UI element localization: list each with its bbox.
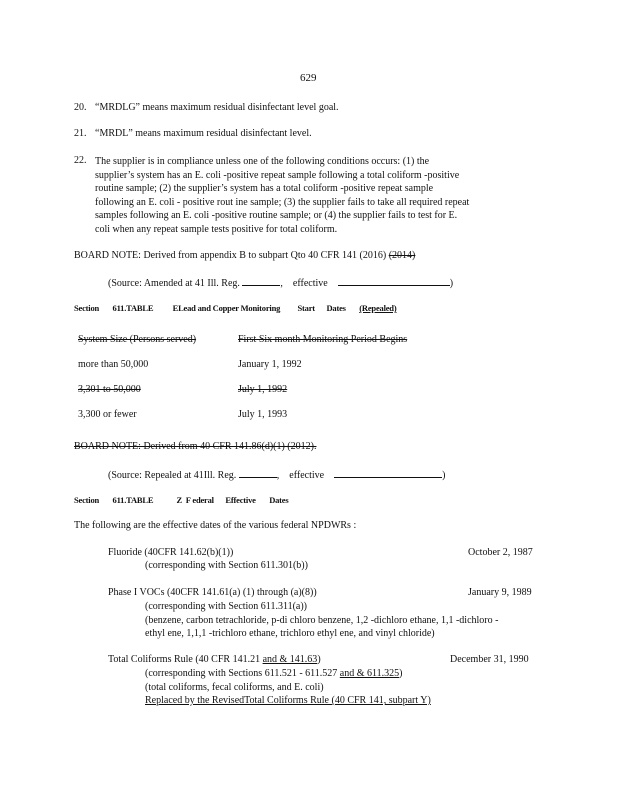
entry-voc-date: January 9, 1989 [468,587,532,598]
entry-fluoride-date: October 2, 1987 [468,547,533,558]
entry-note-line: ethyl ene, 1,1,1 -trichloro ethane, trichloro ethyl ene, and vinyl chloride) [145,628,435,639]
item-number: 21. [74,128,87,139]
entry-fluoride-note: (corresponding with Section 611.301(b)) [145,560,308,571]
entry-note-text: ) [399,668,403,679]
entry-voc-title: Phase I VOCs (40CFR 141.61(a) (1) through (a)(8)) [108,587,317,598]
paragraph-line: supplier’s system has an E. coli -positive repeat sample following a total coliform -positive [95,169,460,181]
table-letter: E [172,303,179,313]
blank-line [338,276,450,286]
blank-line [239,468,277,478]
entry-note-line-inserted: Replaced by the RevisedTotal Coliforms Rule (40 CFR 141, subpart Y) [145,695,431,706]
entry-note-line: (corresponding with Section 611.311(a)) [145,601,307,612]
entry-voc-notes [145,600,498,641]
source-note-1 [108,276,453,289]
table-title: F ederal [185,495,214,505]
board-note-1 [74,250,415,261]
entry-tcr-title [108,654,321,665]
table-row-date: July 1, 1993 [238,409,288,420]
effective-label: effective [289,470,325,481]
blank-line [242,276,280,286]
repealed-label: (Repealed) [359,303,397,313]
item-number: 22. [74,155,87,166]
definition-text: “MRDL” means maximum residual disinfectant level. [95,128,312,139]
dates-label: Dates [326,303,346,313]
board-note-2: BOARD NOTE: Derived from 40 CFR 141.86(d)(1) (2012). [74,441,317,452]
entry-note-line: (total coliforms, fecal coliforms, and E. coli) [145,681,324,693]
source-text: (Source: Amended at 41 Ill. Reg. [108,278,240,289]
entry-note-line [145,667,431,681]
section-label: Section [74,303,100,313]
table-row-date: July 1, 1992 [238,384,288,395]
source-text: (Source: Repealed at 41Ill. Reg. [108,470,237,481]
page-number: 629 [300,72,317,84]
definition-item-22 [74,155,87,166]
start-label: Start [297,303,315,313]
underlined-insert: and & 611.325 [339,668,400,679]
compliance-paragraph [95,155,469,236]
comma: , [276,470,280,481]
entry-title-text: ) [317,654,321,665]
paragraph-line: coli when any repeat sample tests positive for total coliform. [95,223,338,235]
effective-label: effective [292,278,328,289]
table-row-date: January 1, 1992 [238,359,302,370]
table-title: Lead and Copper Monitoring [178,303,281,313]
paragraph-line: samples following an E. coli -positive routine sample; or (4) the supplier fails to test for E. [95,210,458,221]
table-row-size: 3,301 to 50,000 [78,384,141,395]
table-row-size: more than 50,000 [78,359,149,370]
entry-title-text: Total Coliforms Rule (40 CFR 141.21 [108,654,261,665]
entry-tcr-date: December 31, 1990 [450,654,529,665]
paragraph-line: following an E. coli - positive rout ine sample; (3) the supplier fails to take all required repeat [95,196,470,208]
table-row-size: 3,300 or fewer [78,409,137,420]
section-heading-table-z [74,495,289,505]
definition-item-21 [74,128,87,139]
definition-text: “MRDLG” means maximum residual disinfectant level goal. [95,102,339,113]
effective-label: Effective [225,495,256,505]
section-label: Section [74,495,100,505]
blank-line [334,468,442,478]
paragraph-line: routine sample; (2) the supplier’s system has a total coliform -positive repeat sample [95,183,434,194]
close-paren: ) [442,470,446,481]
struck-year: (2014) [388,250,416,261]
underlined-insert: and & 141.63 [262,654,318,665]
dates-label: Dates [269,495,289,505]
entry-tcr-notes [145,667,431,708]
item-number: 20. [74,102,87,113]
entry-note-text: (corresponding with Sections 611.521 - 611.527 [145,668,338,679]
comma: , [280,278,283,289]
paragraph-line: The supplier is in compliance unless one of the following conditions occurs: (1) the [95,156,430,167]
entry-note-line: (benzene, carbon tetrachloride, p-di chloro benzene, 1,2 -dichloro ethane, 1,1 -dichloro - [145,614,499,626]
section-heading-table-e [74,303,418,313]
definition-item-20 [74,102,87,113]
table-number: 611.TABLE [112,495,154,505]
table-header-period: First Six month Monitoring Period Begins [238,334,408,345]
source-note-2 [108,468,445,481]
npdwr-intro: The following are the effective dates of the various federal NPDWRs : [74,520,357,531]
board-note-text: BOARD NOTE: Derived from appendix B to subpart Qto 40 CFR 141 (2016) [74,250,387,261]
close-paren: ) [449,278,454,289]
entry-fluoride-title: Fluoride (40CFR 141.62(b)(1)) [108,547,234,558]
table-header-size: System Size (Persons served) [78,334,197,345]
table-number: 611.TABLE [112,303,154,313]
table-letter: Z [176,495,182,505]
